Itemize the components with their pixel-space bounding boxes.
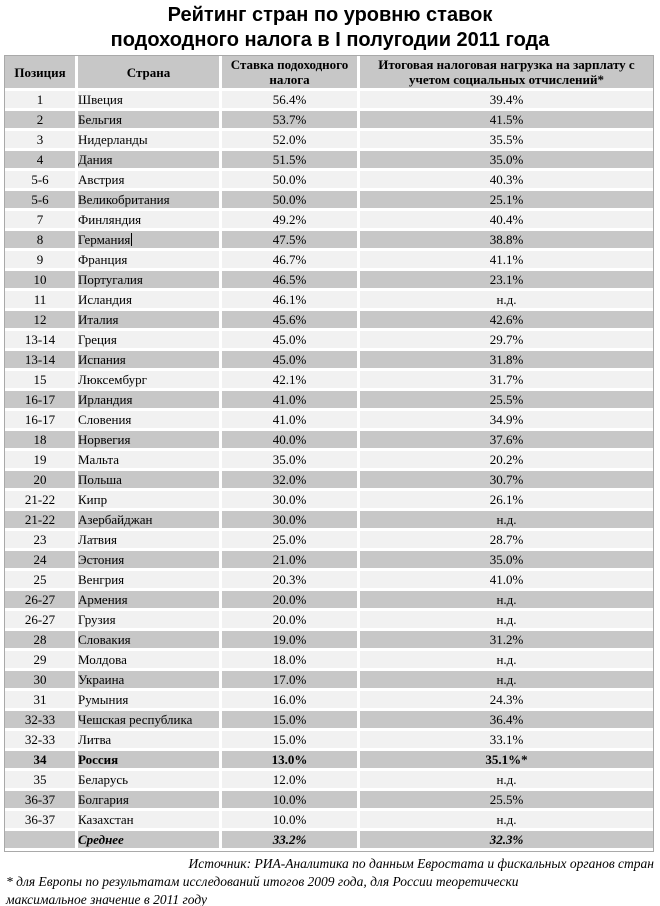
table-row [5,471,653,491]
country-label: Азербайджан [78,511,153,527]
country-label: Армения [78,591,128,607]
cell-country [78,491,222,511]
country-label: Австрия [78,171,125,187]
cell-country [78,831,222,851]
cell-position: 32-33 [5,711,78,731]
cell-position: 15 [5,371,78,391]
country-label: Греция [78,331,117,347]
cell-rate: 46.7% [222,251,360,271]
country-label: Молдова [78,651,127,667]
table-row [5,711,653,731]
cell-position: 21-22 [5,491,78,511]
header-country: Страна [78,56,222,91]
table-row [5,771,653,791]
country-label: Нидерланды [78,131,148,147]
cell-rate: 49.2% [222,211,360,231]
cell-position: 1 [5,91,78,111]
cell-position: 25 [5,571,78,591]
cell-position: 5-6 [5,191,78,211]
cell-position: 13-14 [5,331,78,351]
country-label: Норвегия [78,431,131,447]
footnotes [0,855,660,906]
cell-burden: 31.7% [360,371,653,391]
cell-rate: 32.0% [222,471,360,491]
cell-country [78,451,222,471]
table-row [5,691,653,711]
cell-rate: 41.0% [222,411,360,431]
table-row [5,291,653,311]
cell-burden: 40.3% [360,171,653,191]
cell-country [78,351,222,371]
country-label: Словения [78,411,132,427]
cell-position: 12 [5,311,78,331]
country-label: Эстония [78,551,125,567]
cell-burden: 39.4% [360,91,653,111]
table-row [5,671,653,691]
cell-burden: 33.1% [360,731,653,751]
cell-country [78,291,222,311]
cell-position: 2 [5,111,78,131]
cell-burden: 25.5% [360,791,653,811]
cell-burden: 35.0% [360,151,653,171]
cell-country [78,791,222,811]
cell-burden: 37.6% [360,431,653,451]
cell-rate: 42.1% [222,371,360,391]
table-row [5,111,653,131]
cell-rate: 56.4% [222,91,360,111]
table-row [5,371,653,391]
cell-country [78,171,222,191]
cell-country [78,671,222,691]
cell-burden: 36.4% [360,711,653,731]
cell-position: 16-17 [5,411,78,431]
cell-country [78,391,222,411]
cell-position: 32-33 [5,731,78,751]
table-row [5,271,653,291]
table-row [5,151,653,171]
table-row [5,591,653,611]
cell-rate: 15.0% [222,731,360,751]
cell-country [78,691,222,711]
cell-country [78,571,222,591]
table-row [5,651,653,671]
country-label: Украина [78,671,125,687]
cell-country [78,111,222,131]
cell-burden: 41.5% [360,111,653,131]
country-label: Россия [78,751,119,767]
cell-position: 21-22 [5,511,78,531]
table-row [5,551,653,571]
cell-burden: 29.7% [360,331,653,351]
cell-burden: 23.1% [360,271,653,291]
cell-country [78,191,222,211]
table-row [5,631,653,651]
cell-rate: 30.0% [222,491,360,511]
cell-rate: 20.3% [222,571,360,591]
table-row [5,431,653,451]
cell-burden: 35.1%* [360,751,653,771]
cell-position: 36-37 [5,791,78,811]
table-row [5,751,653,771]
cell-country [78,551,222,571]
source-note: Источник: РИА-Аналитика по данным Евростата и фискальных органов стран [188,856,654,871]
cell-country [78,251,222,271]
cell-burden: 26.1% [360,491,653,511]
cell-position: 10 [5,271,78,291]
cell-position: 23 [5,531,78,551]
asterisk-note: * для Европы по результатам исследований итогов 2009 года, для России теоретически максимальное значение в 2011 году [6,874,519,906]
cell-rate: 52.0% [222,131,360,151]
table-row [5,451,653,471]
country-label: Финляндия [78,211,142,227]
cell-rate: 10.0% [222,791,360,811]
table-row [5,331,653,351]
table-header [5,56,653,91]
country-label: Словакия [78,631,131,647]
country-label: Латвия [78,531,118,547]
cell-country [78,311,222,331]
country-label: Среднее [78,831,124,847]
cell-rate: 18.0% [222,651,360,671]
table-row [5,311,653,331]
tax-rating-table [5,56,653,851]
cell-burden: н.д. [360,291,653,311]
cell-rate: 33.2% [222,831,360,851]
cell-country [78,711,222,731]
cell-rate: 46.1% [222,291,360,311]
country-label: Великобритания [78,191,170,207]
cell-burden: 25.5% [360,391,653,411]
country-label: Бельгия [78,111,122,127]
cell-rate: 13.0% [222,751,360,771]
cell-burden: н.д. [360,811,653,831]
cell-country [78,91,222,111]
country-label: Испания [78,351,126,367]
cell-country [78,211,222,231]
cell-burden: 25.1% [360,191,653,211]
cell-country [78,591,222,611]
table-row [5,231,653,251]
cell-burden: 35.5% [360,131,653,151]
table-row [5,351,653,371]
cell-country [78,611,222,631]
country-label: Швеция [78,91,123,107]
cell-country [78,331,222,351]
cell-burden: 38.8% [360,231,653,251]
table-row [5,391,653,411]
table-row [5,531,653,551]
cell-position: 9 [5,251,78,271]
cell-burden: 35.0% [360,551,653,571]
cell-position: 5-6 [5,171,78,191]
cell-burden: н.д. [360,771,653,791]
cell-rate: 20.0% [222,611,360,631]
average-row [5,831,653,851]
table-body [5,91,653,851]
cell-country [78,651,222,671]
table-row [5,131,653,151]
cell-burden: 34.9% [360,411,653,431]
table-row [5,411,653,431]
table-row [5,571,653,591]
cell-rate: 45.0% [222,331,360,351]
cell-burden: н.д. [360,511,653,531]
table-row [5,731,653,751]
header-burden: Итоговая налоговая нагрузка на зарплату с учетом социальных отчислений* [360,56,653,91]
table-row [5,811,653,831]
cell-burden: н.д. [360,651,653,671]
cell-country [78,811,222,831]
cell-position: 19 [5,451,78,471]
cell-position: 18 [5,431,78,451]
table-row [5,91,653,111]
cell-rate: 17.0% [222,671,360,691]
country-label: Люксембург [78,371,147,387]
country-label: Венгрия [78,571,125,587]
cell-rate: 51.5% [222,151,360,171]
cell-position: 26-27 [5,611,78,631]
page-title [0,0,660,53]
cell-rate: 10.0% [222,811,360,831]
cell-rate: 15.0% [222,711,360,731]
page-title-line1: Рейтинг стран по уровню ставок [167,4,493,26]
cell-burden: 41.1% [360,251,653,271]
cell-position: 28 [5,631,78,651]
country-label: Ирландия [78,391,133,407]
cell-rate: 41.0% [222,391,360,411]
cell-rate: 16.0% [222,691,360,711]
country-label: Румыния [78,691,129,707]
cell-country [78,371,222,391]
cell-position: 36-37 [5,811,78,831]
cell-country [78,471,222,491]
cell-burden: н.д. [360,591,653,611]
cell-rate: 30.0% [222,511,360,531]
table-row [5,171,653,191]
country-label: Германия [78,231,131,247]
cell-rate: 25.0% [222,531,360,551]
cell-rate: 47.5% [222,231,360,251]
cell-country [78,151,222,171]
country-label: Чешская республика [78,711,193,727]
country-label: Грузия [78,611,116,627]
cell-country [78,131,222,151]
cell-country [78,531,222,551]
cell-country [78,271,222,291]
cell-position: 11 [5,291,78,311]
text-caret-icon [131,233,132,246]
cell-position: 3 [5,131,78,151]
cell-rate: 19.0% [222,631,360,651]
cell-position: 29 [5,651,78,671]
table-row [5,611,653,631]
cell-position: 30 [5,671,78,691]
cell-position: 26-27 [5,591,78,611]
country-label: Кипр [78,491,108,507]
country-label: Беларусь [78,771,129,787]
cell-position: 8 [5,231,78,251]
cell-burden: 20.2% [360,451,653,471]
table-row [5,511,653,531]
cell-rate: 53.7% [222,111,360,131]
table-row [5,211,653,231]
cell-position: 16-17 [5,391,78,411]
cell-country [78,631,222,651]
cell-rate: 45.6% [222,311,360,331]
cell-rate: 35.0% [222,451,360,471]
cell-position: 7 [5,211,78,231]
cell-burden: н.д. [360,611,653,631]
cell-rate: 45.0% [222,351,360,371]
cell-burden: 31.8% [360,351,653,371]
cell-country [78,731,222,751]
table-wrapper [4,55,654,852]
table-row [5,791,653,811]
header-position: Позиция [5,56,78,91]
cell-rate: 46.5% [222,271,360,291]
table-row [5,191,653,211]
header-rate: Ставка подоходного налога [222,56,360,91]
country-label: Болгария [78,791,129,807]
cell-burden: 41.0% [360,571,653,591]
cell-rate: 21.0% [222,551,360,571]
country-label: Италия [78,311,119,327]
country-label: Португалия [78,271,143,287]
cell-position: 20 [5,471,78,491]
cell-position: 13-14 [5,351,78,371]
cell-country [78,231,222,251]
country-label: Казахстан [78,811,134,827]
cell-country [78,411,222,431]
cell-burden: н.д. [360,671,653,691]
country-label: Франция [78,251,128,267]
cell-burden: 32.3% [360,831,653,851]
cell-position [5,831,78,851]
table-row [5,251,653,271]
cell-burden: 30.7% [360,471,653,491]
cell-rate: 50.0% [222,171,360,191]
cell-burden: 42.6% [360,311,653,331]
cell-country [78,511,222,531]
cell-country [78,431,222,451]
cell-rate: 12.0% [222,771,360,791]
country-label: Польша [78,471,122,487]
cell-burden: 28.7% [360,531,653,551]
cell-burden: 40.4% [360,211,653,231]
cell-rate: 50.0% [222,191,360,211]
cell-country [78,751,222,771]
country-label: Мальта [78,451,119,467]
cell-country [78,771,222,791]
cell-position: 24 [5,551,78,571]
cell-position: 4 [5,151,78,171]
cell-rate: 20.0% [222,591,360,611]
table-row [5,491,653,511]
country-label: Исландия [78,291,132,307]
cell-position: 31 [5,691,78,711]
page-title-line2: подоходного налога в I полугодии 2011 года [110,29,550,51]
cell-position: 35 [5,771,78,791]
country-label: Дания [78,151,113,167]
cell-burden: 24.3% [360,691,653,711]
country-label: Литва [78,731,112,747]
header-row [5,56,653,91]
cell-position: 34 [5,751,78,771]
cell-burden: 31.2% [360,631,653,651]
cell-rate: 40.0% [222,431,360,451]
